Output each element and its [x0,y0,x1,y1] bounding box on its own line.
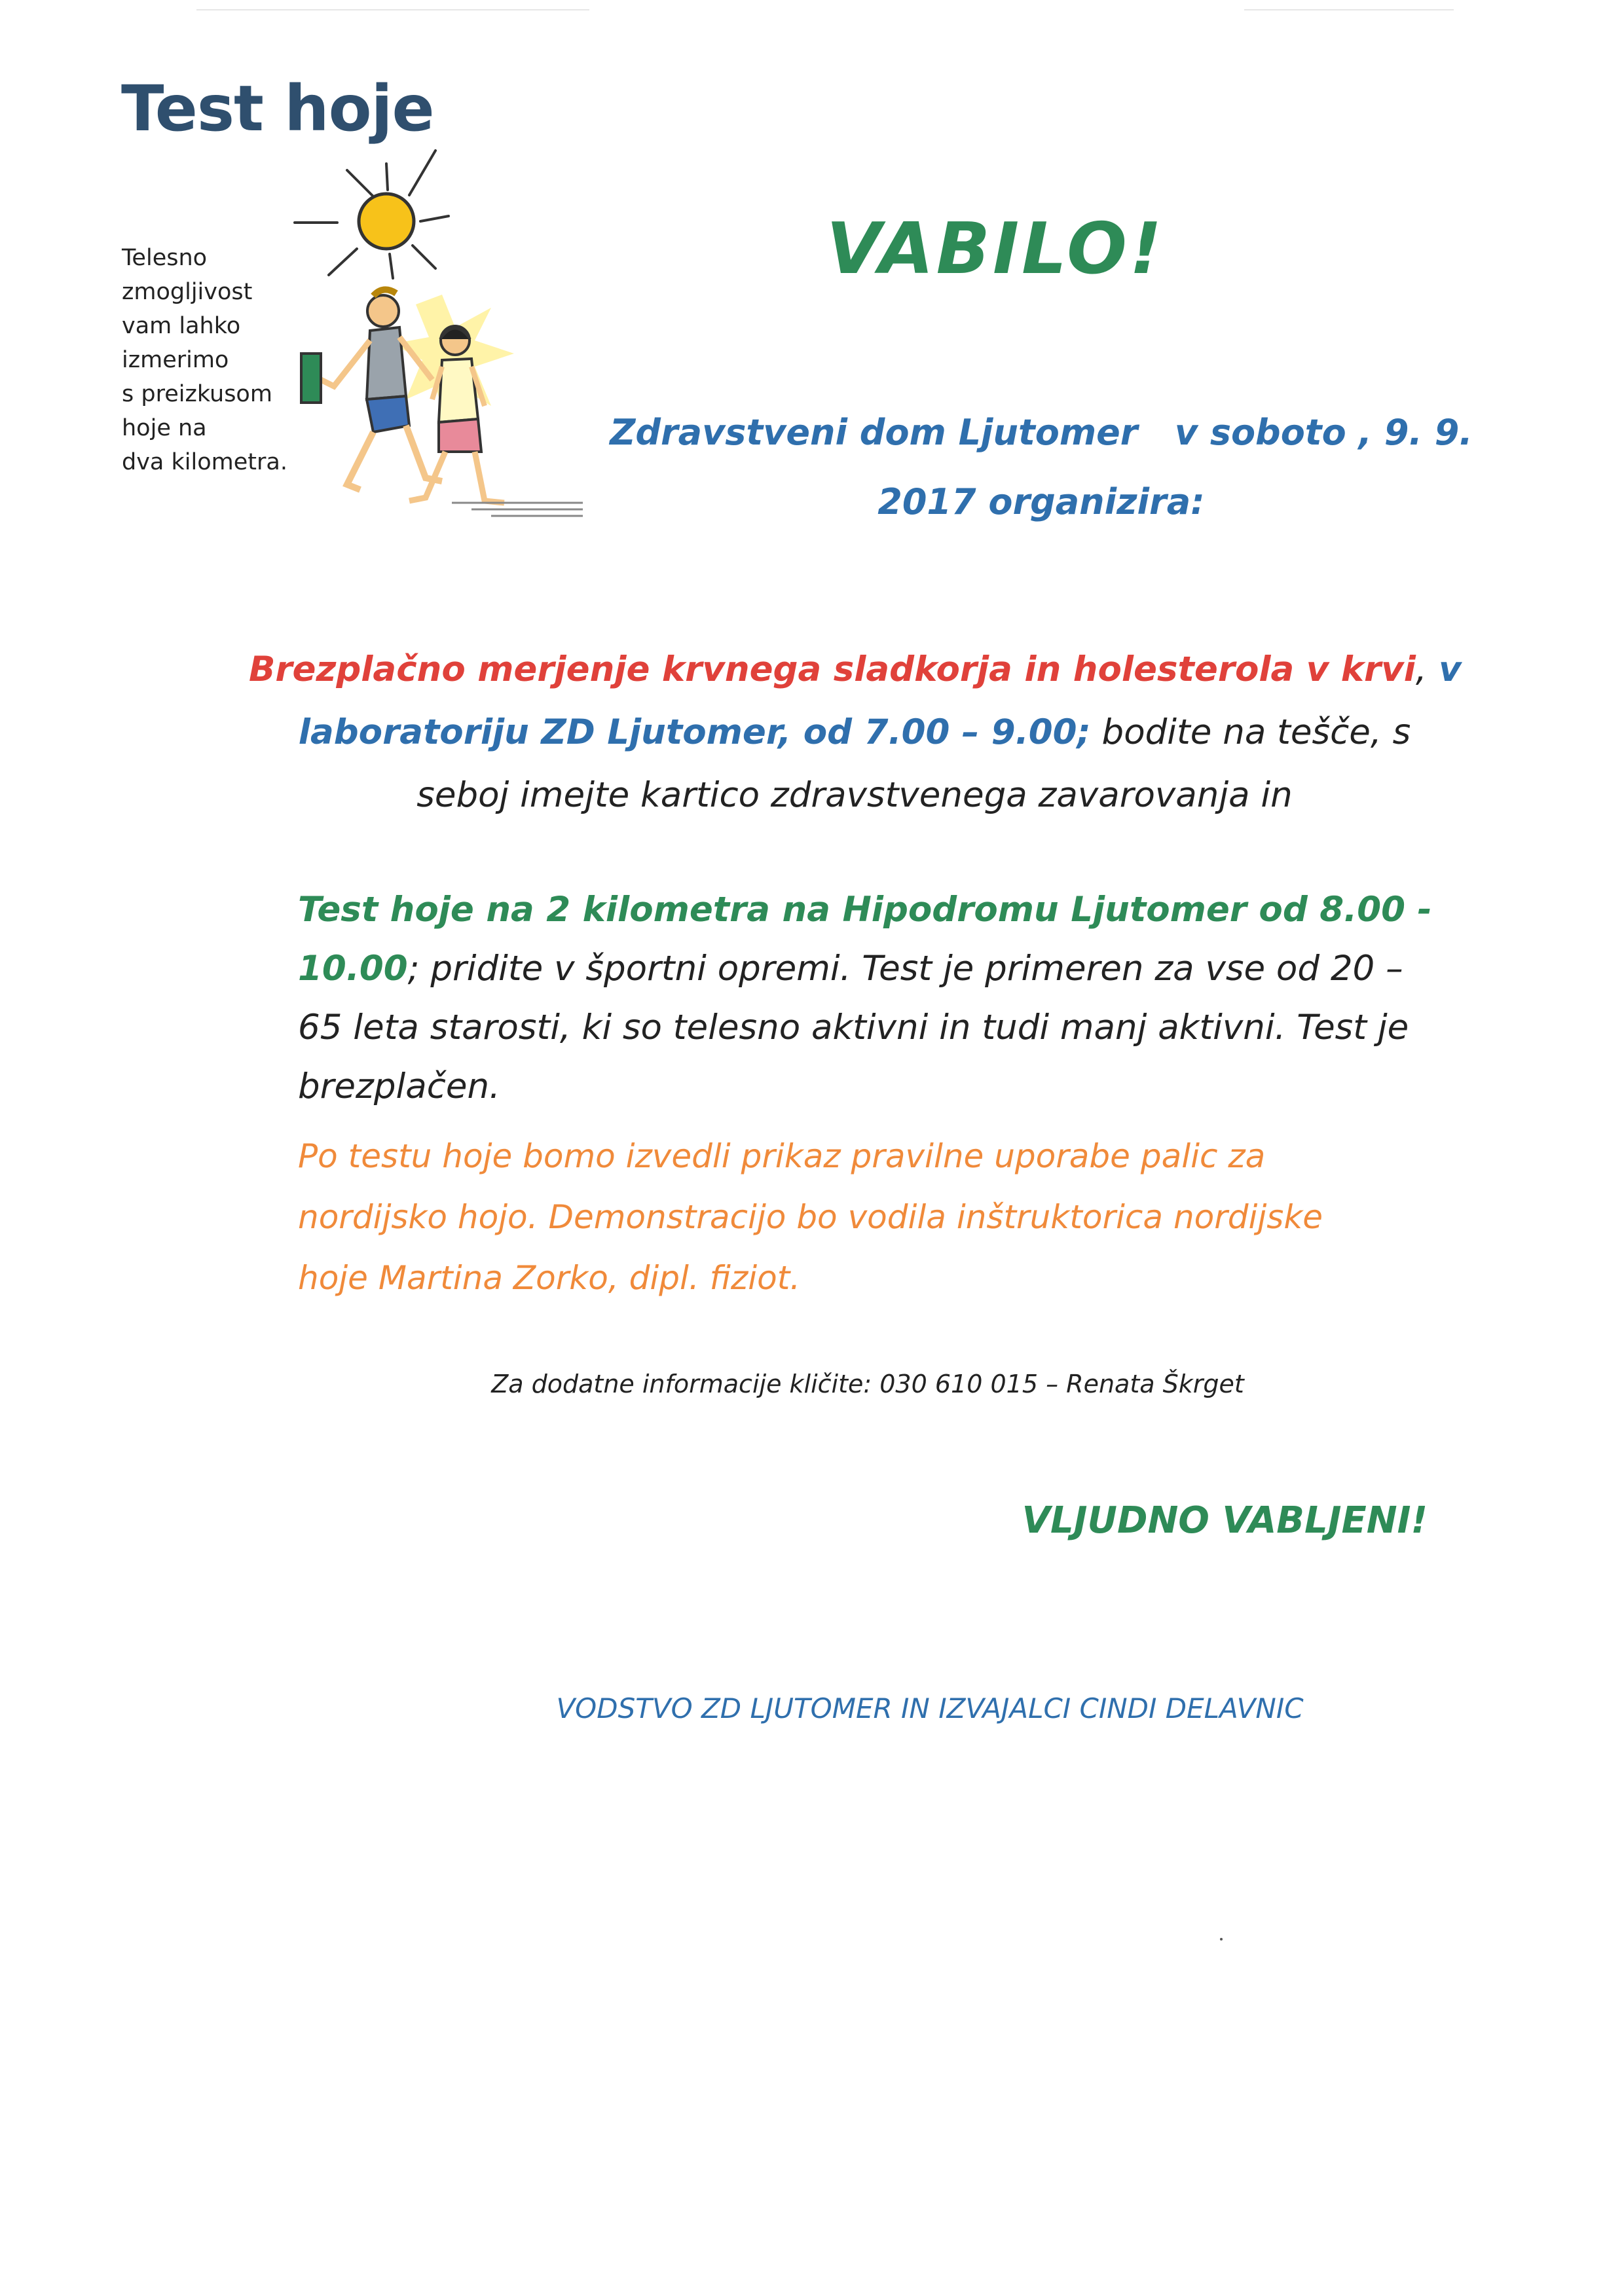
sun-icon [359,194,414,249]
demo-word: prikaz [741,1137,841,1175]
walk-word: 8.00 [1320,890,1405,930]
lab-comma: , [1415,649,1427,689]
demo-word: za [1228,1137,1266,1175]
walk-line-4: brezplačen. [298,1066,500,1106]
organizer-text [589,398,1493,537]
organizer-line-2: 2017 organizira: [877,481,1205,522]
logo-desc-line: zmogljivost [122,279,253,305]
demo-word: inštruktorica [956,1198,1164,1236]
nordic-walking-demo-paragraph [298,1126,1437,1309]
demo-word: hoje [442,1137,513,1175]
lab-line-1 [249,638,1460,701]
demo-word: nordijske [1173,1198,1323,1236]
demo-word: nordijsko [298,1198,447,1236]
lab-v: v [1426,649,1462,689]
walk-word: 2 [546,890,571,930]
walk-word: na [782,890,830,930]
walk-line-3: 65 leta starosti, ki so telesno aktivni in tudi manj aktivni. Test je [298,1008,1409,1048]
walk-word: Test [298,890,378,930]
contact-info: Za dodatne informacije kličite: 030 610 015 – Renata Škrget [491,1370,1244,1398]
demo-word: izvedli [625,1137,731,1175]
logo-desc-line: vam lahko [122,313,241,339]
demo-line-1 [298,1126,1437,1187]
demo-word: vodila [847,1198,946,1236]
demo-word: testu [348,1137,432,1175]
ground-lines [452,503,583,516]
walk-word: od [1259,890,1308,930]
walk-line-1 [298,881,1437,939]
walk-word: Hipodromu [842,890,1059,930]
lab-measurement-paragraph [249,638,1460,827]
logo-description [122,241,292,479]
demo-word: bomo [523,1137,616,1175]
demo-line-3: hoje Martina Zorko, dipl. fiziot. [298,1259,801,1297]
walk-word: kilometra [582,890,771,930]
scan-artifact-right [1244,9,1454,10]
demo-word: pravilne [851,1137,984,1175]
demo-word: Demonstracijo [548,1198,786,1236]
invitation-heading: VABILO! [826,208,1165,290]
organizer-line-1: Zdravstveni dom Ljutomer v soboto , 9. 9. [610,412,1473,453]
logo-desc-line: s preizkusom [122,381,272,407]
walk-word: - [1417,890,1432,930]
scan-artifact-left [196,9,589,10]
demo-word: palic [1140,1137,1218,1175]
walkers-illustration [275,144,583,524]
walk-end-time: 10.00 [298,949,408,989]
signature-line: VODSTVO ZD LJUTOMER IN IZVAJALCI CINDI DELAVNIC [556,1692,1304,1724]
walk-word: hoje [390,890,474,930]
logo-desc-line: izmerimo [122,347,229,373]
closing-greeting: VLJUDNO VABLJENI! [1022,1499,1428,1542]
lab-line-2 [249,701,1460,764]
logo-desc-line: hoje na [122,415,207,441]
walk-equipment-note: ; pridite v športni opremi. Test je primeren za vse od 20 – [407,949,1403,989]
demo-line-2 [298,1187,1437,1248]
scan-speck [1220,1938,1223,1941]
lab-location-time: laboratoriju ZD Ljutomer, od 7.00 – 9.00; [298,712,1091,752]
demo-word: bo [796,1198,838,1236]
logo-desc-line: Telesno [122,245,208,271]
walk-word: Ljutomer [1071,890,1247,930]
demo-word: hojo. [457,1198,538,1236]
demo-word: Po [298,1137,338,1175]
walk-line-2 [298,939,1437,998]
lab-line-3: seboj imejte kartico zdravstvenega zavarovanja in [416,775,1293,815]
logo-title: Test hoje [121,72,434,145]
demo-word: uporabe [994,1137,1130,1175]
logo-desc-line: dva kilometra. [122,449,287,475]
walk-test-paragraph [298,881,1437,1116]
walk-word: na [486,890,534,930]
lab-fasting-note: bodite na tešče, s [1090,712,1411,752]
free-measurement-text: Brezplačno merjenje krvnega sladkorja in holesterola v krvi [249,649,1416,689]
